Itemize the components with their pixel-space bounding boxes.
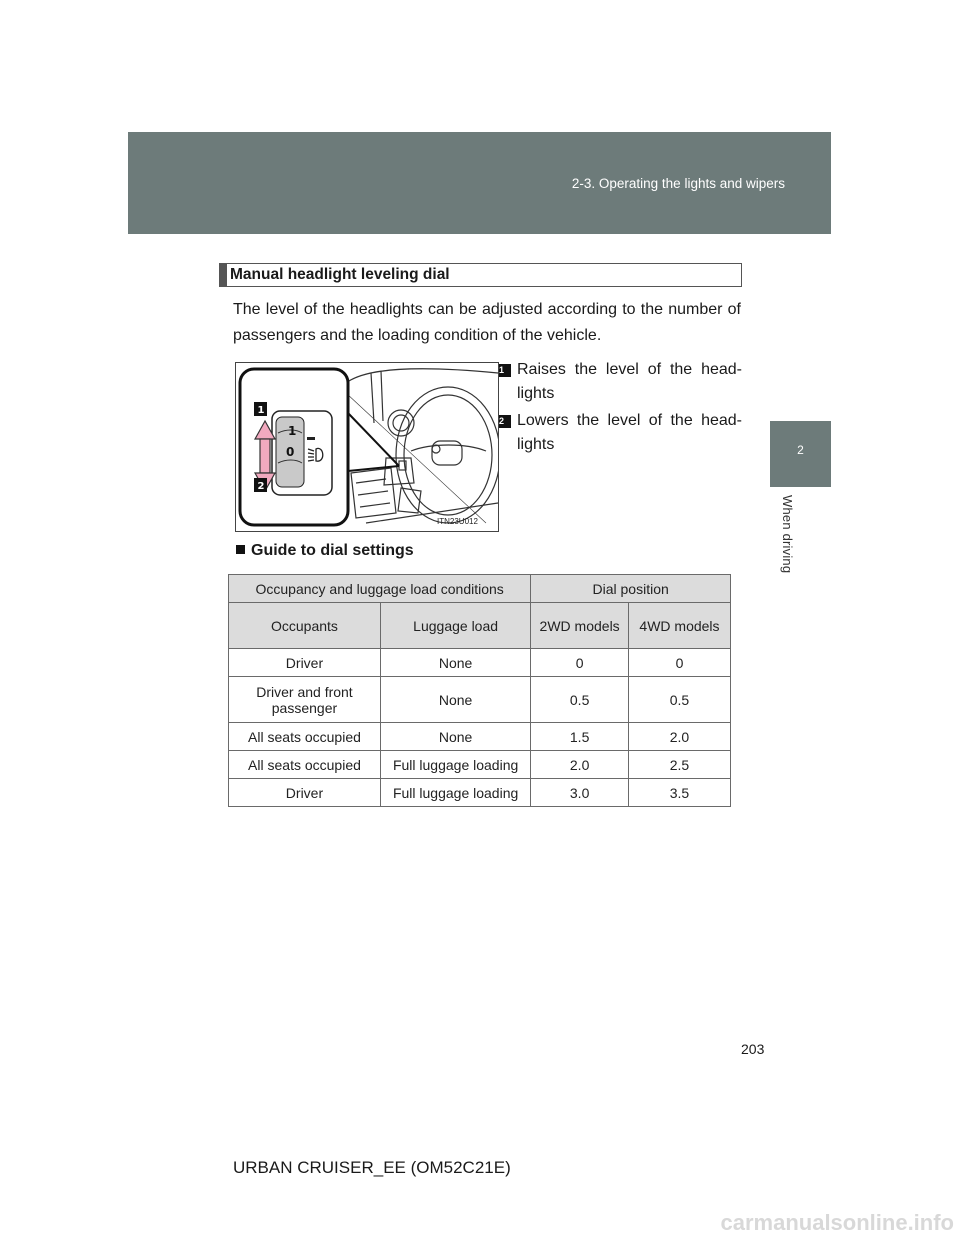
figure-code: ITN23U012 <box>437 517 478 526</box>
headlight-dial-illustration <box>235 362 499 532</box>
dial-settings-table <box>228 574 731 807</box>
callout-item <box>497 358 742 406</box>
watermark: carmanualsonline.info <box>720 1210 954 1235</box>
table-cell: 2.0 <box>628 723 730 751</box>
header-band <box>128 132 831 234</box>
table-cell: None <box>380 677 530 723</box>
table-cell: Full luggage loading <box>380 779 530 807</box>
table-cell: 2.5 <box>628 751 730 779</box>
callout-badge: 2 <box>499 415 511 428</box>
table-cell: 0 <box>628 649 730 677</box>
table-row <box>229 779 731 807</box>
callout-text: Lowers the level of the head-lights <box>517 412 742 453</box>
page-number: 203 <box>741 1041 765 1057</box>
table-row <box>229 723 731 751</box>
chapter-tab <box>770 421 831 487</box>
section-breadcrumb: 2-3. Operating the lights and wipers <box>571 176 785 191</box>
subheading <box>236 542 414 560</box>
table-header-4wd: 4WD models <box>628 603 730 649</box>
table-cell: Driver <box>229 779 381 807</box>
dial-label-1: 1 <box>288 424 297 438</box>
callout-text: Raises the level of the head-lights <box>517 361 742 402</box>
square-bullet-icon <box>236 545 245 554</box>
table-header-conditions: Occupancy and luggage load conditions <box>229 575 531 603</box>
table-cell: All seats occupied <box>229 723 381 751</box>
table-row <box>229 751 731 779</box>
table-header-2wd: 2WD models <box>531 603 629 649</box>
section-heading: Manual headlight leveling dial <box>219 263 742 287</box>
table-cell: Driver and front passenger <box>229 677 381 723</box>
intro-paragraph: The level of the headlights can be adjusted according to the number of passengers and the loading condition of the vehicle. <box>233 301 741 344</box>
table-row <box>229 677 731 723</box>
table-header-occupants: Occupants <box>229 603 381 649</box>
dial-label-0: 0 <box>286 445 295 459</box>
table-header-dial: Dial position <box>531 575 731 603</box>
callout-badge: 1 <box>499 364 511 377</box>
subheading-text: Guide to dial settings <box>251 542 414 559</box>
chapter-number: 2 <box>797 443 804 457</box>
callout-list <box>497 358 742 460</box>
table-cell: 0.5 <box>628 677 730 723</box>
table-cell: 3.0 <box>531 779 629 807</box>
table-row <box>229 649 731 677</box>
table-cell: 3.5 <box>628 779 730 807</box>
table-cell: 2.0 <box>531 751 629 779</box>
table-cell: Driver <box>229 649 381 677</box>
table-cell: 0.5 <box>531 677 629 723</box>
table-header-luggage: Luggage load <box>380 603 530 649</box>
badge-2-label: 2 <box>257 481 265 492</box>
document-footer: URBAN CRUISER_EE (OM52C21E) <box>233 1158 511 1177</box>
dashboard-drawing <box>236 363 498 531</box>
table-cell: 0 <box>531 649 629 677</box>
table-cell: 1.5 <box>531 723 629 751</box>
table-cell: Full luggage loading <box>380 751 530 779</box>
table-cell: All seats occupied <box>229 751 381 779</box>
table-cell: None <box>380 649 530 677</box>
callout-item <box>497 409 742 457</box>
chapter-label: When driving <box>780 495 795 574</box>
table-cell: None <box>380 723 530 751</box>
badge-1-label: 1 <box>257 405 265 416</box>
